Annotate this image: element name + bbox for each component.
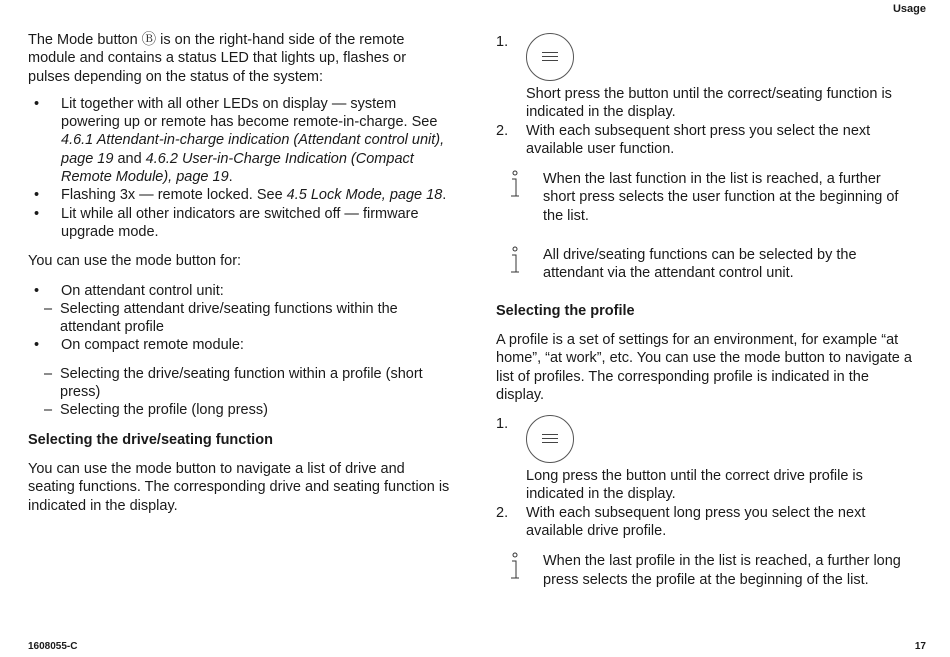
list-item — [28, 282, 450, 337]
sub-list — [44, 365, 450, 420]
sub-list-item — [44, 300, 450, 337]
sub-item-text: Selecting the profile (long press) — [60, 402, 268, 419]
info-icon — [508, 170, 522, 200]
note-text: When the last function in the list is reached, a further short press selects the user function at the beginning of the list. — [543, 171, 899, 224]
section-paragraph: A profile is a set of settings for an environment, for example “at home”, “at work”, etc. You can use the mode button to navigate a list of profiles. The corresponding profile is indicated in the display. — [496, 331, 912, 403]
step-number: 1. — [496, 416, 509, 433]
list-item — [28, 336, 450, 419]
sub-list — [44, 300, 450, 337]
cross-reference-link[interactable]: 4.6.1 Attendant-in-charge indication (Attendant control unit), page 19 — [61, 132, 445, 167]
bullet: • — [34, 205, 40, 222]
section-heading: Selecting the profile — [496, 302, 635, 319]
info-note — [496, 246, 916, 283]
bullet: • — [34, 282, 40, 299]
bullet: • — [34, 337, 40, 354]
list-item — [28, 95, 450, 186]
list-item — [28, 205, 450, 242]
info-icon — [508, 246, 522, 276]
dash: – — [44, 365, 53, 382]
bullet-text: and — [113, 150, 146, 167]
bullet-text: Lit while all other indicators are switched off — firmware upgrade mode. — [61, 205, 419, 240]
mode-button-uses-list — [28, 282, 450, 420]
bullet-text: Flashing 3x — remote locked. See — [61, 187, 287, 204]
step-text: With each subsequent long press you select the next available drive profile. — [526, 504, 866, 540]
right-column — [496, 31, 916, 589]
note-text: When the last profile in the list is reached, a further long press selects the profile at the beginning of the list. — [543, 553, 901, 588]
left-column — [28, 31, 450, 515]
led-status-list — [28, 95, 450, 241]
page-number: 17 — [914, 641, 926, 652]
info-note — [496, 170, 916, 225]
list-item — [28, 186, 450, 204]
step-number: 2. — [496, 504, 509, 521]
sub-item-text: Selecting attendant drive/seating functions within the attendant profile — [60, 300, 398, 336]
bullet-text: . — [442, 187, 447, 204]
step — [496, 122, 916, 159]
cross-reference-link[interactable]: 4.5 Lock Mode, page 18 — [286, 187, 443, 204]
section-heading: Selecting the drive/seating function — [28, 431, 273, 448]
bullet-text: . — [228, 169, 233, 186]
document-id: 1608055-C — [28, 641, 78, 652]
step-text: With each subsequent short press you select the next available user function. — [526, 122, 871, 157]
bullet-text: On attendant control unit: — [61, 282, 224, 299]
dash: – — [44, 402, 53, 419]
step-number: 2. — [496, 122, 509, 139]
sub-list-item — [44, 401, 450, 419]
note-text: All drive/seating functions can be selected by the attendant via the attendant control unit. — [543, 247, 857, 282]
sub-list-item — [44, 365, 450, 402]
dash: – — [44, 300, 53, 317]
sub-item-text: Selecting the drive/seating function within a profile (short press) — [60, 365, 423, 401]
running-header: Usage — [892, 3, 926, 15]
section-paragraph: You can use the mode button to navigate a list of drive and seating functions. The corresponding drive and seating function is indicated in the display. — [28, 460, 450, 514]
step — [496, 504, 916, 541]
mode-button-icon — [526, 415, 574, 463]
step — [496, 33, 916, 122]
bullet-text: Lit together with all other LEDs on display — system powering up or remote has become remote-in-charge. See — [61, 95, 438, 131]
bullet-text: On compact remote module: — [61, 337, 244, 354]
mode-button-icon — [526, 33, 574, 81]
bullet: • — [34, 187, 40, 204]
step-text: Long press the button until the correct drive profile is indicated in the display. — [526, 468, 863, 503]
info-note — [496, 552, 916, 589]
bullet: • — [34, 95, 40, 112]
use-intro-paragraph: You can use the mode button for: — [28, 253, 242, 270]
step-text: Short press the button until the correct/seating function is indicated in the display. — [526, 86, 892, 121]
intro-paragraph: The Mode button Ⓑ is on the right-hand side of the remote module and contains a status LED that lights up, flashes or pulses depending on the status of the system: — [28, 32, 407, 85]
step-number: 1. — [496, 34, 509, 50]
step — [496, 415, 916, 504]
cross-reference-link[interactable]: 4.6.2 User-in-Charge Indication (Compact Remote Module), page 19 — [61, 150, 414, 186]
info-icon — [508, 552, 522, 582]
